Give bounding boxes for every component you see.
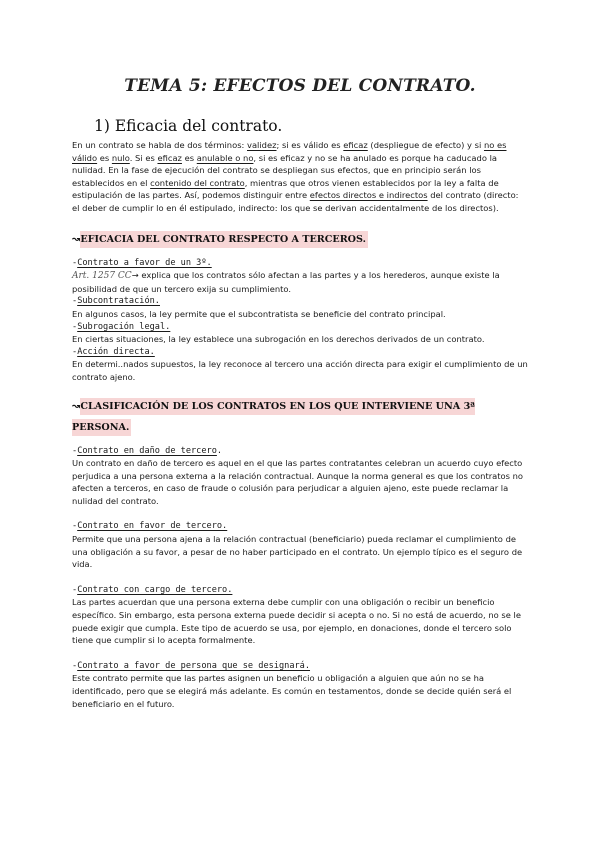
item-label: Contrato con cargo de tercero. (77, 584, 233, 595)
term-eficaz: eficaz (343, 140, 368, 150)
list-dash: - (72, 346, 78, 357)
squiggle-arrow-icon: ↝ (72, 400, 81, 412)
item-text: En algunos casos, la ley permite que el subcontratista se beneficie del contrato principal. (72, 308, 446, 319)
term-eficaz-2: eficaz (157, 152, 182, 163)
item-label: Contrato en favor de tercero. (77, 521, 228, 532)
item-text: Las partes acuerdan que una persona externa debe cumplir con una obligación o recibir un beneficio específico. Sin embargo, esta persona externa puede decidir si acepta o no. Si no está de acuerdo, no se le puede exigir que cumpla. Este tipo de acuerdo se usa, por ejemplo, en donaciones, donde el tercero solo tiene que cumplir si lo acepta formalmente. (72, 597, 521, 646)
intro-text: . Si es (129, 152, 158, 163)
item-text: Un contrato en daño de tercero es aquel en el que las partes contratantes celebran un acuerdo cuyo efecto perjudica a una persona externa a la relación contractual. Aunque la norma general es que los contratos no afecten a terceros, en caso de fraude o colusión para perjudicar a alguien ajeno, este puede reclamar la nulidad del contrato. (72, 458, 524, 506)
list-dash: - (72, 296, 78, 307)
item-text: Este contrato permite que las partes asignen un beneficio u obligación a alguien que aún no se ha identificado, pero que se elegirá más adelante. Es común en testamentos, donde se decide quién será el beneficiario en el futuro. (72, 673, 512, 709)
list-item (72, 346, 528, 384)
item-label: Acción directa. (77, 346, 155, 357)
item-text: En ciertas situaciones, la ley establece una subrogación en los derechos derivados de un contrato. (72, 334, 485, 345)
item-text: explica que los contratos sólo afectan a las partes y a los herederos, aunque existe la posibilidad de que un tercero exija su cumplimiento. (72, 270, 500, 294)
intro-paragraph (72, 139, 528, 215)
list-dash: - (72, 321, 78, 332)
item-label: Contrato a favor de un 3º. (77, 257, 212, 268)
intro-text: del contrato (directo: el deber de cumplir lo en él estipulado, indirecto: los que se derivan accidentalmente de los directos). (72, 190, 519, 213)
list-dash: - (72, 584, 78, 595)
intro-text: ; si es válido es (276, 140, 344, 150)
term-no-valido: no es válido (72, 140, 507, 163)
item-text: Permite que una persona ajena a la relación contractual (beneficiario) pueda reclamar el cumplimiento de una obligación a su favor, a pesar de no haber participado en el contrato. Un ejemplo típico es el seguro de vida. (72, 534, 523, 570)
intro-text: (despliegue de efecto) y si (367, 140, 484, 150)
squiggle-arrow-icon: ↝ (72, 233, 81, 245)
list-item (72, 445, 528, 508)
intro-text: es (97, 152, 112, 163)
list-dash: - (72, 521, 78, 532)
list-item (72, 295, 528, 320)
article-reference: Art. 1257 CC (72, 271, 132, 282)
intro-text: En un contrato se habla de dos términos: (72, 140, 247, 150)
intro-text: , mientras que otros vienen establecidos por la ley a falta de estipulación de las partes. Así, podemos distinguir entre (72, 177, 499, 201)
arrow-right-icon: → (131, 270, 139, 281)
list-dash: - (72, 257, 78, 268)
highlighted-heading: EFICACIA DEL CONTRATO RESPECTO A TERCEROS. (80, 231, 368, 248)
item-label: Subcontratación. (77, 296, 160, 307)
subsection-heading-clasificacion (72, 396, 528, 438)
subsection-heading-terceros (72, 229, 528, 250)
list-dash: - (72, 445, 78, 456)
list-item (72, 520, 528, 570)
term-anulable: anulable o no (196, 152, 254, 163)
page-title: TEMA 5: EFECTOS DEL CONTRATO. (124, 76, 476, 96)
label-period: . (216, 445, 223, 456)
item-label: Subrogación legal. (77, 321, 171, 332)
list-item (72, 584, 528, 647)
term-efectos: efectos directos e indirectos (309, 190, 428, 201)
list-item (72, 321, 528, 346)
intro-text: , si es eficaz y no se ha anulado es porque ha caducado la nulidad. En la fase de ejecución del contrato se despliegan sus efectos, que en principio serán los establecidos en el (72, 152, 498, 188)
term-contenido: contenido del contrato (150, 177, 245, 188)
item-text: En determi..nados supuestos, la ley reconoce al tercero una acción directa para exigir el cumplimiento de un contrato ajeno. (72, 359, 528, 382)
item-label: Contrato en daño de tercero (77, 445, 217, 456)
list-item (72, 257, 528, 296)
intro-text: es (181, 152, 197, 163)
term-validez: validez (247, 140, 277, 150)
term-nulo: nulo (111, 152, 130, 163)
section-heading: 1) Eficacia del contrato. (94, 117, 283, 135)
highlighted-heading: CLASIFICACIÓN DE LOS CONTRATOS EN LOS QUE INTERVIENE UNA 3ª PERSONA. (72, 398, 475, 436)
list-dash: - (72, 660, 78, 671)
list-item (72, 660, 528, 710)
item-label: Contrato a favor de persona que se designará. (77, 660, 311, 671)
